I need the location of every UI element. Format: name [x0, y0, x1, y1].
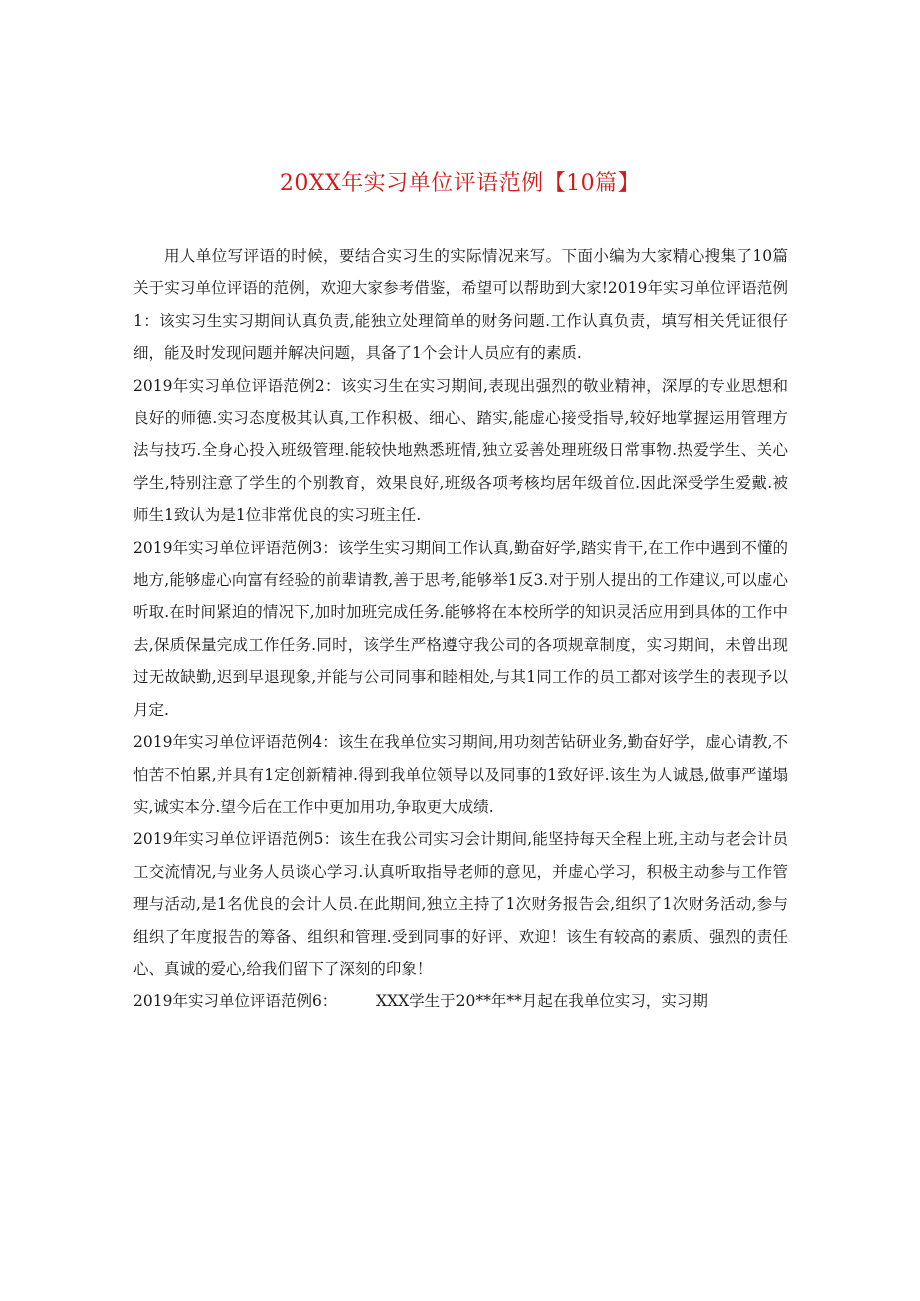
document-body — [133, 240, 788, 1018]
paragraph-example-5: 2019年实习单位评语范例5：该生在我公司实习会计期间,能坚持每天全程上班,主动与老会计员工交流情况,与业务人员谈心学习.认真听取指导老师的意见，并虚心学习，积极主动参与工作管理与活动,是1名优良的会计人员.在此期间,独立主持了1次财务报告会,组织了1次财务活动,参与组织了年度报告的筹备、组织和管理.受到同事的好评、欢迎！该生有较高的素质、强烈的责任心、真诚的爱心,给我们留下了深刻的印象！ — [133, 830, 788, 978]
paragraph-example-2: 2019年实习单位评语范例2：该实习生在实习期间,表现出强烈的敬业精神，深厚的专业思想和良好的师德.实习态度极其认真,工作积极、细心、踏实,能虚心接受指导,较好地掌握运用管理方法与技巧.全身心投入班级管理.能较快地熟悉班情,独立妥善处理班级日常事物.热爱学生、关心学生,特别注意了学生的个别教育，效果良好,班级各项考核均居年级首位.因此深受学生爱戴.被师生1致认为是1位非常优良的实习班主任. — [133, 376, 788, 525]
paragraph-example-3: 2019年实习单位评语范例3：该学生实习期间工作认真,勤奋好学,踏实肯干,在工作中遇到不懂的地方,能够虚心向富有经验的前辈请教,善于思考,能够举1反3.对于别人提出的工作建议,可以虚心听取.在时间紧迫的情况下,加时加班完成任务.能够将在本校所学的知识灵活应用到具体的工作中去,保质保量完成工作任务.同时，该学生严格遵守我公司的各项规章制度，实习期间，未曾出现过无故缺勤,迟到早退现象,并能与公司同事和睦相处,与其1同工作的员工都对该学生的表现予以月定. — [133, 538, 788, 719]
document-title: 20XX年实习单位评语范例【10篇】 — [279, 171, 641, 196]
paragraph-example-4: 2019年实习单位评语范例4：该生在我单位实习期间,用功刻苦钻研业务,勤奋好学，虚心请教,不怕苦不怕累,并具有1定创新精神.得到我单位领导以及同事的1致好评.该生为人诚恳,做事严谨塌实,诚实本分.望今后在工作中更加用功,争取更大成绩. — [133, 733, 788, 816]
paragraph-intro: 用人单位写评语的时候，要结合实习生的实际情况来写。下面小编为大家精心搜集了10篇关于实习单位评语的范例，欢迎大家参考借鉴，希望可以帮助到大家!2019年实习单位评语范例1：该实习生实习期间认真负责,能独立处理简单的财务问题.工作认真负责，填写相关凭证很仔细，能及时发现问题并解决问题，具备了1个会计人员应有的素质. — [133, 247, 788, 363]
paragraph-example-6: 2019年实习单位评语范例6： XXX学生于20**年**月起在我单位实习，实习期 — [133, 992, 708, 1011]
